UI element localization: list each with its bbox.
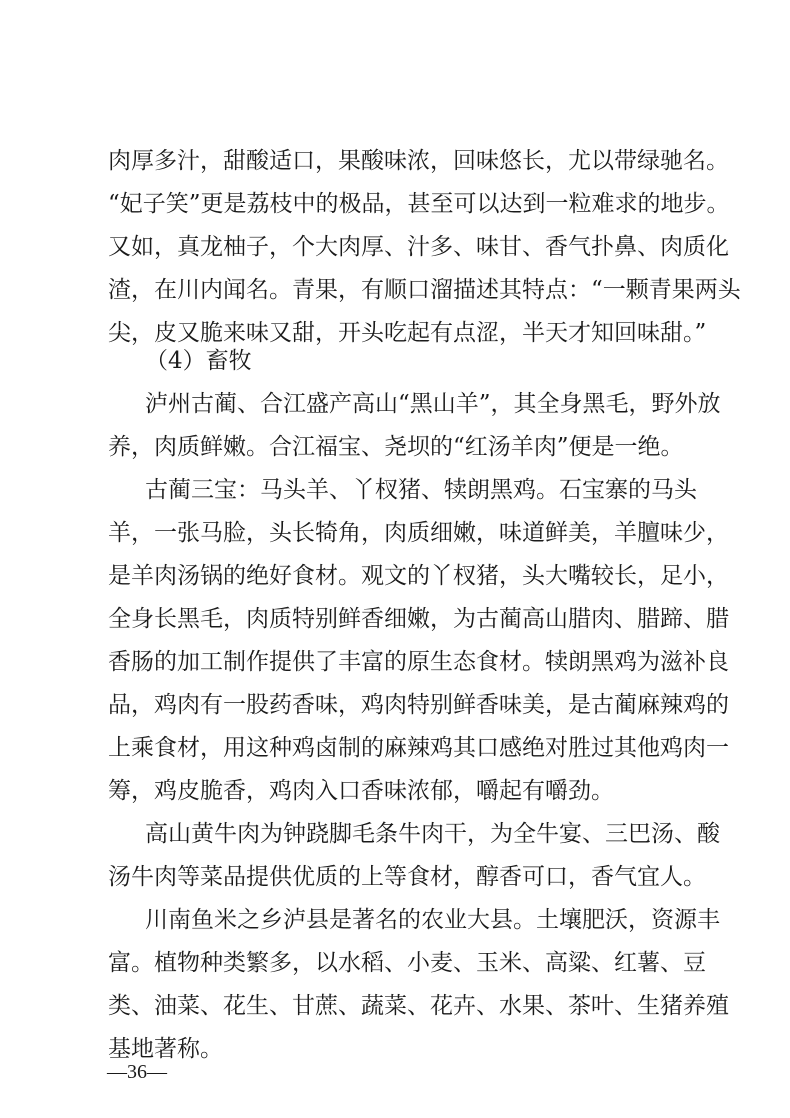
text-line: 上乘食材，用这种鸡卤制的麻辣鸡其口感绝对胜过其他鸡肉一 xyxy=(108,735,729,761)
text-line: 类、油菜、花生、甘蔗、蔬菜、花卉、水果、茶叶、生猪养殖 xyxy=(108,993,729,1019)
text-line: 川南鱼米之乡泸县是著名的农业大县。土壤肥沃，资源丰 xyxy=(145,907,720,933)
text-line: “妃子笑”更是荔枝中的极品，甚至可以达到一粒难求的地步。 xyxy=(108,191,730,217)
text-line: 古蔺三宝：马头羊、丫杈猪、犊朗黑鸡。石宝寨的马头 xyxy=(145,477,697,503)
page-number: —36— xyxy=(107,1061,167,1083)
text-line: 肉厚多汁，甜酸适口，果酸味浓，回味悠长，尤以带绿驰名。 xyxy=(108,148,729,174)
text-line: 渣，在川内闻名。青果，有顺口溜描述其特点：“一颗青果两头 xyxy=(108,277,741,303)
section-heading: （4）畜牧 xyxy=(145,348,252,374)
text-line: 高山黄牛肉为钟跷脚毛条牛肉干，为全牛宴、三巴汤、酸 xyxy=(145,821,720,847)
text-line: 基地著称。 xyxy=(108,1036,223,1062)
text-line: 尖，皮又脆来味又甜，开头吃起有点涩，半天才知回味甜。” xyxy=(108,320,707,346)
text-line: 香肠的加工制作提供了丰富的原生态食材。犊朗黑鸡为滋补良 xyxy=(108,649,729,675)
text-line: 全身长黑毛，肉质特别鲜香细嫩，为古蔺高山腊肉、腊蹄、腊 xyxy=(108,606,729,632)
text-line: 泸州古蔺、合江盛产高山“黑山羊”，其全身黑毛，野外放 xyxy=(145,391,721,417)
text-line: 羊，一张马脸，头长犄角，肉质细嫩，味道鲜美，羊膻味少， xyxy=(108,520,729,546)
text-line: 品，鸡肉有一股药香味，鸡肉特别鲜香味美，是古蔺麻辣鸡的 xyxy=(108,692,729,718)
text-line: 筹，鸡皮脆香，鸡肉入口香味浓郁，嚼起有嚼劲。 xyxy=(108,778,614,804)
text-line: 养，肉质鲜嫩。合江福宝、尧坝的“红汤羊肉”便是一绝。 xyxy=(108,434,684,460)
text-line: 汤牛肉等菜品提供优质的上等食材，醇香可口，香气宜人。 xyxy=(108,864,706,890)
text-line: 又如，真龙柚子，个大肉厚、汁多、味甘、香气扑鼻、肉质化 xyxy=(108,234,729,260)
text-line: 富。植物种类繁多，以水稻、小麦、玉米、高粱、红薯、豆 xyxy=(108,950,706,976)
text-line: 是羊肉汤锅的绝好食材。观文的丫杈猪，头大嘴较长，足小， xyxy=(108,563,729,589)
